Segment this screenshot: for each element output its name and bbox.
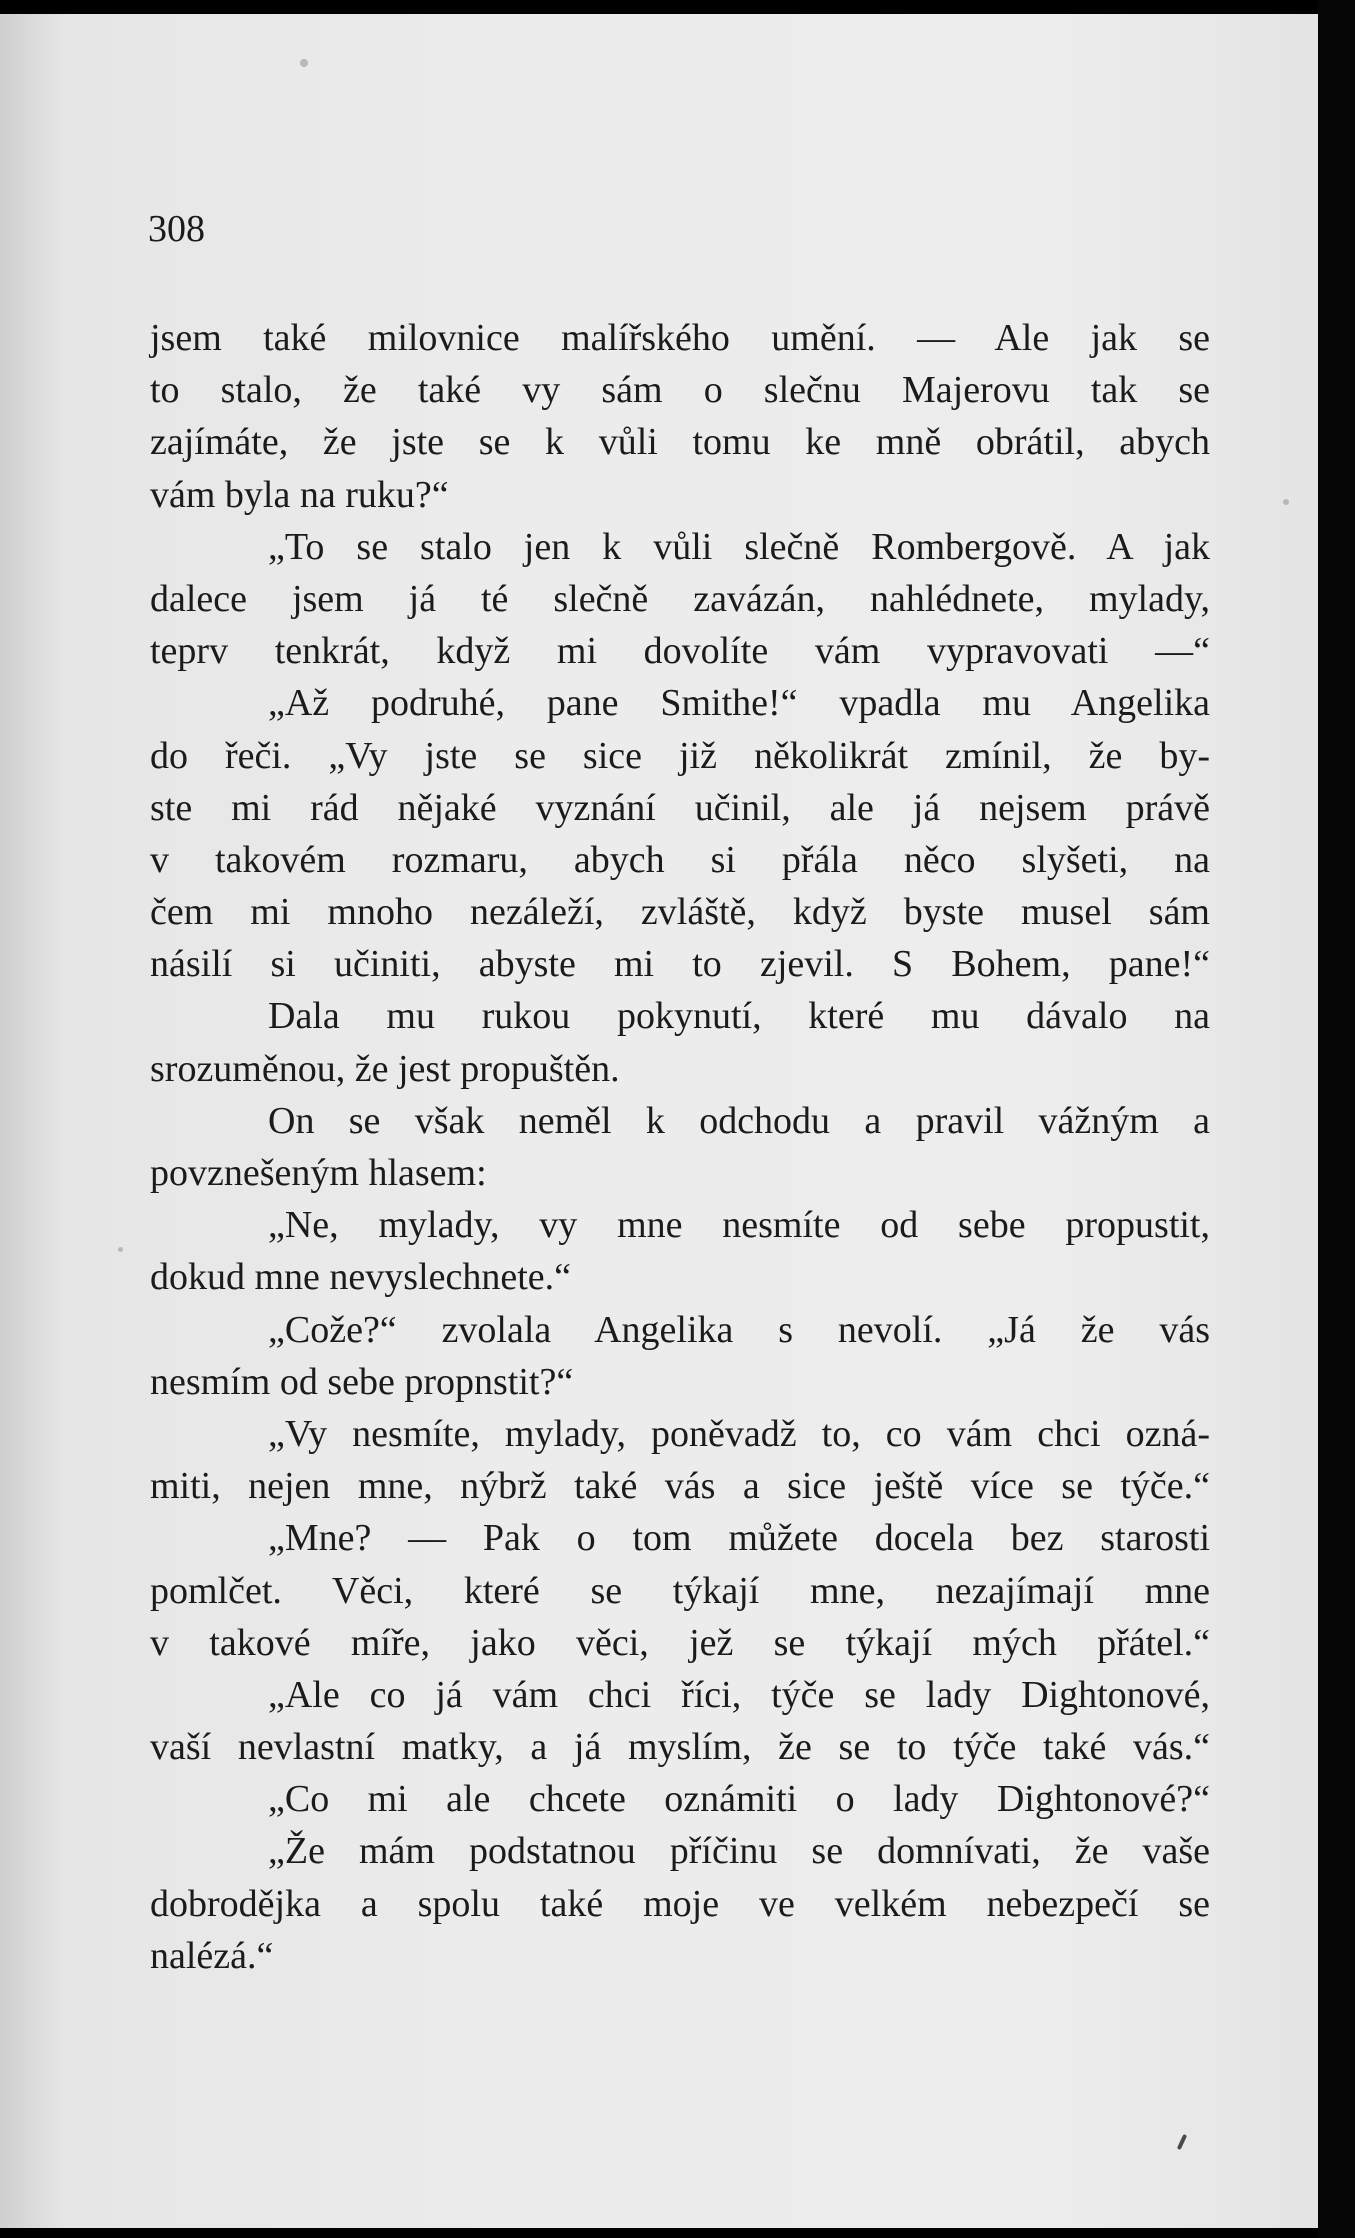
text-line: „Cože?“ zvolala Angelika s nevolí. „Já že vás: [268, 1308, 1210, 1351]
text-line: v takovém rozmaru, abych si přála něco slyšeti, na: [150, 838, 1210, 881]
text-line: nalézá.“: [150, 1934, 274, 1977]
text-line: zajímáte, že jste se k vůli tomu ke mně obrátil, abych: [150, 421, 1210, 464]
text-line: ste mi rád nějaké vyznání učinil, ale já nejsem právě: [150, 786, 1210, 829]
text-line: teprv tenkrát, když mi dovolíte vám vypravovati —“: [150, 630, 1210, 673]
paper-speck: [300, 59, 308, 67]
paper-speck: [118, 1247, 123, 1252]
text-line: vám byla na ruku?“: [150, 473, 449, 516]
text-line: dalece jsem já té slečně zavázán, nahlédnete, mylady,: [150, 577, 1210, 620]
text-line: „Až podruhé, pane Smithe!“ vpadla mu Angelika: [268, 682, 1210, 725]
text-line: do řeči. „Vy jste se sice již několikrát zmínil, že by-: [150, 734, 1210, 777]
text-line: „Vy nesmíte, mylady, poněvadž to, co vám chci ozná-: [268, 1412, 1210, 1455]
text-line: dobrodějka a spolu také moje ve velkém nebezpečí se: [150, 1882, 1210, 1925]
text-line: pomlčet. Věci, které se týkají mne, nezajímají mne: [150, 1569, 1210, 1612]
text-line: nesmím od sebe propnstit?“: [150, 1360, 574, 1403]
text-line: „Ale co já vám chci říci, týče se lady Dightonové,: [268, 1673, 1210, 1716]
text-line: vaší nevlastní matky, a já myslím, že se to týče také vás.“: [150, 1726, 1210, 1769]
text-line: čem mi mnoho nezáleží, zvláště, když byste musel sám: [150, 891, 1210, 934]
text-line: „Že mám podstatnou příčinu se domnívati, že vaše: [268, 1830, 1210, 1873]
text-line: On se však neměl k odchodu a pravil vážným a: [268, 1099, 1210, 1142]
book-page: [0, 14, 1318, 2228]
paper-speck: [1283, 499, 1289, 505]
text-line: „Mne? — Pak o tom můžete docela bez starosti: [268, 1517, 1210, 1560]
text-line: v takové míře, jako věci, jež se týkají mých přátel.“: [150, 1621, 1210, 1664]
text-line: Dala mu rukou pokynutí, které mu dávalo na: [268, 995, 1210, 1038]
page-edge-shadow: [1318, 0, 1355, 2238]
text-line: „Co mi ale chcete oznámiti o lady Dightonové?“: [268, 1778, 1210, 1821]
text-line: to stalo, že také vy sám o slečnu Majerovu tak se: [150, 369, 1210, 412]
text-line: dokud mne nevyslechnete.“: [150, 1256, 572, 1299]
paper-speck: [1177, 2134, 1187, 2150]
text-line: srozuměnou, že jest propuštěn.: [150, 1047, 620, 1090]
page-number: 308: [148, 208, 205, 250]
text-line: násilí si učiniti, abyste mi to zjevil. S Bohem, pane!“: [150, 943, 1210, 986]
body-text: [150, 312, 1210, 1982]
text-line: jsem také milovnice malířského umění. — Ale jak se: [150, 317, 1210, 359]
text-line: „Ne, mylady, vy mne nesmíte od sebe propustit,: [268, 1204, 1210, 1247]
text-line: miti, nejen mne, nýbrž také vás a sice ještě více se týče.“: [150, 1465, 1210, 1508]
text-line: povznešeným hlasem:: [150, 1152, 487, 1194]
text-line: „To se stalo jen k vůli slečně Rombergově. A jak: [268, 525, 1210, 568]
